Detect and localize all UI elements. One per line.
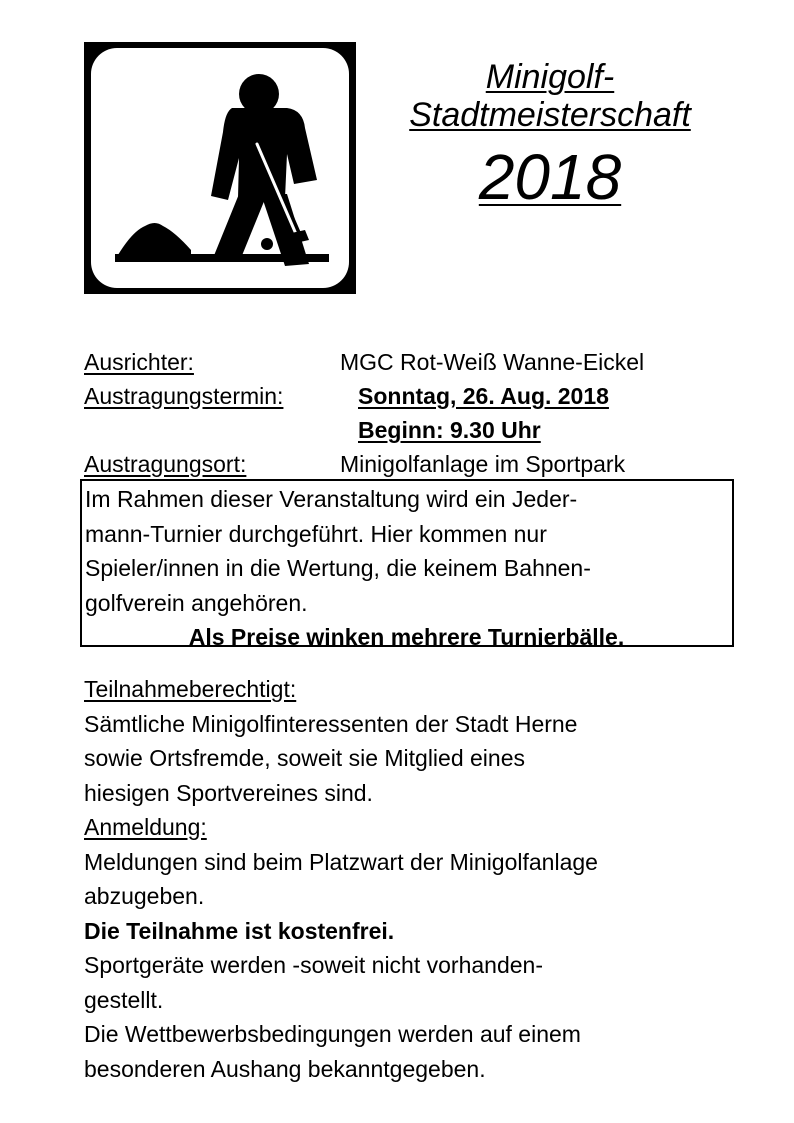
equipment-line: gestellt. (84, 986, 164, 1013)
eligibility-line: Sämtliche Minigolfinteressenten der Stadt Herne (84, 710, 578, 737)
notice-line: golfverein angehören. (85, 589, 308, 616)
venue-label: Austragungsort: (84, 451, 247, 477)
body-text (84, 672, 744, 1086)
start-time-value: Beginn: 9.30 Uhr (358, 417, 541, 443)
conditions-line: besonderen Aushang bekanntgegeben. (84, 1055, 486, 1082)
eligibility-heading: Teilnahmeberechtigt: (84, 676, 297, 702)
golf-ball (261, 238, 273, 250)
course-ground (115, 254, 329, 262)
page-title (380, 58, 720, 213)
notice-box (80, 479, 734, 650)
date-label: Austragungstermin: (84, 383, 284, 409)
title-year: 2018 (478, 141, 622, 213)
title-line-2: Stadtmeisterschaft (409, 96, 691, 134)
notice-line: mann-Turnier durchgeführt. Hier kommen nur (85, 520, 547, 547)
logo-background (91, 48, 349, 288)
registration-line: Meldungen sind beim Platzwart der Minigolfanlage (84, 848, 598, 875)
equipment-line: Sportgeräte werden -soweit nicht vorhanden- (84, 952, 543, 978)
notice-line: Spieler/innen in die Wertung, die keinem Bahnen- (85, 555, 591, 581)
eligibility-line: hiesigen Sportvereines sind. (84, 779, 373, 806)
date-value: Sonntag, 26. Aug. 2018 (358, 383, 609, 409)
registration-heading: Anmeldung: (84, 814, 207, 840)
notice-line: Im Rahmen dieser Veranstaltung wird ein Jeder- (85, 486, 578, 512)
organizer-value: MGC Rot-Weiß Wanne-Eickel (340, 349, 645, 375)
registration-line: abzugeben. (84, 883, 205, 909)
free-participation-note: Die Teilnahme ist kostenfrei. (84, 917, 395, 944)
conditions-line: Die Wettbewerbsbedingungen werden auf einem (84, 1021, 581, 1047)
minigolf-player-icon (91, 48, 349, 288)
player-leg-left (213, 194, 267, 258)
organizer-label: Ausrichter: (84, 349, 194, 375)
title-line-1: Minigolf- (485, 58, 615, 96)
venue-value: Minigolfanlage im Sportpark (340, 451, 626, 477)
eligibility-line: sowie Ortsfremde, soweit sie Mitglied eines (84, 745, 525, 771)
logo-frame (84, 42, 356, 294)
prize-note: Als Preise winken mehrere Turnierbälle. (188, 624, 625, 650)
